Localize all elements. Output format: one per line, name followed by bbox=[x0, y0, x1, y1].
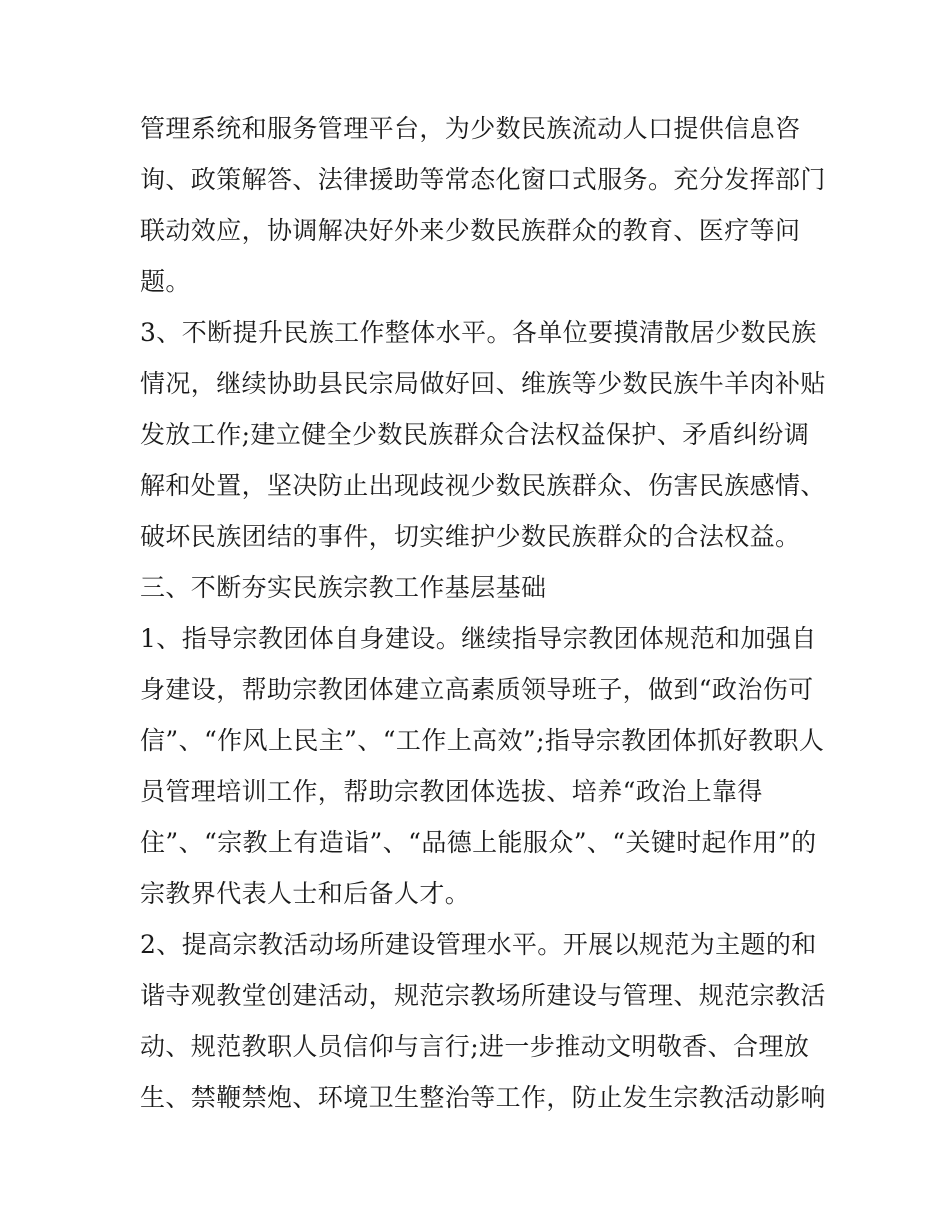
text-line: 发放工作;建立健全少数民族群众合法权益保护、矛盾纠纷调 bbox=[140, 420, 810, 449]
text-line: 联动效应，协调解决好外来少数民族群众的教育、医疗等问 bbox=[140, 216, 801, 245]
text-line: 员管理培训工作，帮助宗教团体选拔、培养“政治上靠得 bbox=[140, 777, 763, 806]
text-line: 题。 bbox=[140, 267, 191, 296]
text-line: 谐寺观教堂创建活动，规范宗教场所建设与管理、规范宗教活 bbox=[140, 981, 826, 1010]
text-line: 身建设，帮助宗教团体建立高素质领导班子，做到“政治伤可 bbox=[140, 675, 814, 704]
text-line: 3、不断提升民族工作整体水平。各单位要摸清散居少数民族 bbox=[140, 318, 817, 347]
text-line: 住”、“宗教上有造诣”、“品德上能服众”、“关键时起作用”的 bbox=[140, 828, 817, 857]
section-heading: 三、不断夯实民族宗教工作基层基础 bbox=[140, 573, 547, 602]
text-line: 生、禁鞭禁炮、环境卫生整治等工作，防止发生宗教活动影响 bbox=[140, 1083, 826, 1112]
text-line: 动、规范教职人员信仰与言行;进一步推动文明敬香、合理放 bbox=[140, 1032, 810, 1061]
text-line: 1、指导宗教团体自身建设。继续指导宗教团体规范和加强自 bbox=[140, 624, 817, 653]
text-line: 解和处置，坚决防止出现歧视少数民族群众、伤害民族感情、 bbox=[140, 471, 826, 500]
text-line: 信”、“作风上民主”、“工作上高效”;指导宗教团体抓好教职人 bbox=[140, 726, 825, 755]
text-line: 管理系统和服务管理平台，为少数民族流动人口提供信息咨 bbox=[140, 114, 801, 143]
text-line: 破坏民族团结的事件，切实维护少数民族群众的合法权益。 bbox=[140, 522, 801, 551]
text-line: 询、政策解答、法律援助等常态化窗口式服务。充分发挥部门 bbox=[140, 165, 826, 194]
text-line: 2、提高宗教活动场所建设管理水平。开展以规范为主题的和 bbox=[140, 930, 817, 959]
text-line: 宗教界代表人士和后备人才。 bbox=[140, 879, 471, 908]
text-line: 情况，继续协助县民宗局做好回、维族等少数民族牛羊肉补贴 bbox=[140, 369, 826, 398]
document-body bbox=[140, 103, 826, 1123]
